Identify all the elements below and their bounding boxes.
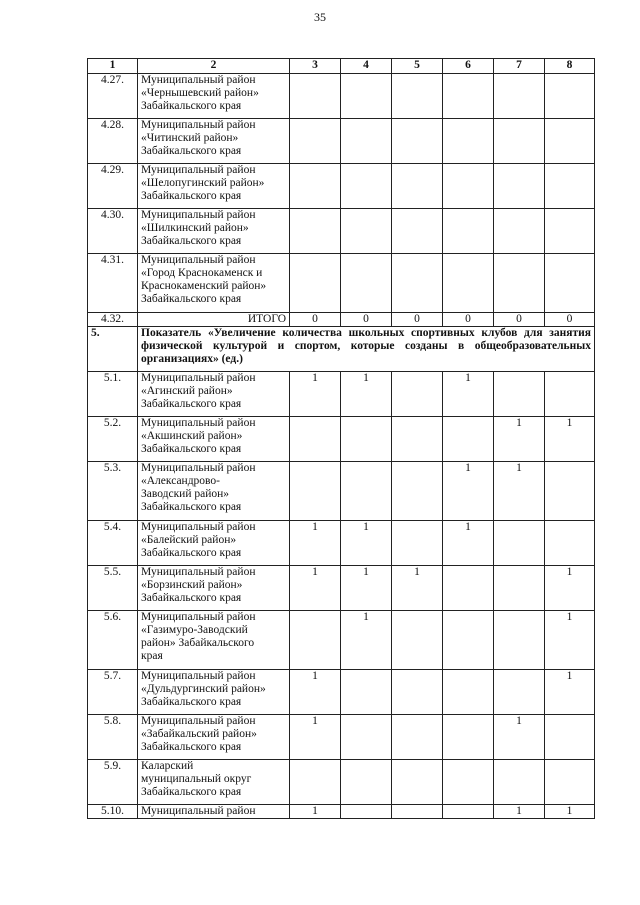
municipality-name: Муниципальный район «Забайкальский район» Забайкальского края xyxy=(138,715,290,760)
value-cell xyxy=(341,164,392,209)
value-cell xyxy=(392,209,443,254)
section-row xyxy=(88,327,595,372)
municipality-name: Муниципальный район «Александрово- Заводский район» Забайкальского края xyxy=(138,462,290,521)
row-number: 4.30. xyxy=(88,209,138,254)
row-number: 5.1. xyxy=(88,372,138,417)
value-cell xyxy=(545,119,595,164)
municipality-name: Муниципальный район «Чернышевский район» Забайкальского края xyxy=(138,74,290,119)
municipality-name: Муниципальный район «Газимуро-Заводский район» Забайкальского края xyxy=(138,611,290,670)
value-cell xyxy=(443,74,494,119)
value-cell xyxy=(341,209,392,254)
row-number: 5.5. xyxy=(88,566,138,611)
row-number: 5.9. xyxy=(88,760,138,805)
municipality-name: Муниципальный район «Город Краснокаменск и Краснокаменский район» Забайкальского края xyxy=(138,254,290,313)
municipality-name: Муниципальный район «Читинский район» Забайкальского края xyxy=(138,119,290,164)
value-cell: 1 xyxy=(290,521,341,566)
municipality-name: Муниципальный район «Шилкинский район» Забайкальского края xyxy=(138,209,290,254)
header-row xyxy=(88,59,595,74)
value-cell xyxy=(290,254,341,313)
value-cell xyxy=(545,760,595,805)
value-cell: 1 xyxy=(341,566,392,611)
value-cell xyxy=(494,209,545,254)
row-number: 4.27. xyxy=(88,74,138,119)
row-number: 5.10. xyxy=(88,805,138,819)
value-cell: 1 xyxy=(290,715,341,760)
value-cell xyxy=(443,805,494,819)
value-cell: 1 xyxy=(290,805,341,819)
value-cell xyxy=(392,670,443,715)
value-cell: 1 xyxy=(494,417,545,462)
value-cell: 1 xyxy=(494,805,545,819)
value-cell: 1 xyxy=(494,715,545,760)
table-row xyxy=(88,760,595,805)
value-cell xyxy=(545,715,595,760)
total-row xyxy=(88,313,595,327)
value-cell: 1 xyxy=(494,462,545,521)
value-cell xyxy=(443,209,494,254)
value-cell xyxy=(494,760,545,805)
table-row xyxy=(88,521,595,566)
value-cell xyxy=(443,254,494,313)
value-cell: 1 xyxy=(290,566,341,611)
page-number: 35 xyxy=(314,10,326,24)
value-cell: 1 xyxy=(443,462,494,521)
total-value: 0 xyxy=(545,313,595,327)
value-cell xyxy=(392,462,443,521)
value-cell: 1 xyxy=(443,521,494,566)
row-number: 4.28. xyxy=(88,119,138,164)
value-cell xyxy=(290,462,341,521)
section-title: Показатель «Увеличение количества школьных спортивных клубов для занятия физической культурой и спортом, которые созданы в общеобразовательных организациях» (ед.) xyxy=(138,327,595,372)
value-cell xyxy=(443,119,494,164)
value-cell: 1 xyxy=(545,805,595,819)
value-cell xyxy=(392,521,443,566)
value-cell xyxy=(494,611,545,670)
municipality-name: Муниципальный район xyxy=(138,805,290,819)
value-cell xyxy=(290,74,341,119)
value-cell xyxy=(341,760,392,805)
value-cell xyxy=(443,611,494,670)
value-cell: 1 xyxy=(443,372,494,417)
table-row xyxy=(88,74,595,119)
column-header: 6 xyxy=(443,59,494,74)
table-row xyxy=(88,254,595,313)
value-cell xyxy=(545,209,595,254)
value-cell xyxy=(392,611,443,670)
municipality-name: Муниципальный район «Акшинский район» Забайкальского края xyxy=(138,417,290,462)
value-cell: 1 xyxy=(290,372,341,417)
value-cell: 1 xyxy=(341,521,392,566)
row-number: 5.7. xyxy=(88,670,138,715)
table-row xyxy=(88,566,595,611)
value-cell xyxy=(443,566,494,611)
value-cell: 1 xyxy=(545,566,595,611)
value-cell xyxy=(545,254,595,313)
value-cell xyxy=(341,715,392,760)
row-number: 5.6. xyxy=(88,611,138,670)
table-body xyxy=(88,59,595,819)
value-cell xyxy=(494,566,545,611)
value-cell xyxy=(290,760,341,805)
municipality-name: Муниципальный район «Агинский район» Забайкальского края xyxy=(138,372,290,417)
value-cell xyxy=(392,372,443,417)
row-number: 5.2. xyxy=(88,417,138,462)
value-cell xyxy=(290,417,341,462)
value-cell: 1 xyxy=(341,372,392,417)
value-cell xyxy=(494,119,545,164)
value-cell xyxy=(443,164,494,209)
value-cell xyxy=(290,611,341,670)
value-cell xyxy=(392,417,443,462)
column-header: 8 xyxy=(545,59,595,74)
value-cell: 1 xyxy=(392,566,443,611)
value-cell: 1 xyxy=(545,611,595,670)
municipality-name: Муниципальный район «Шелопугинский район» Забайкальского края xyxy=(138,164,290,209)
value-cell xyxy=(494,74,545,119)
row-number: 5.3. xyxy=(88,462,138,521)
table-row xyxy=(88,417,595,462)
value-cell xyxy=(341,805,392,819)
section-number: 5. xyxy=(88,327,138,372)
value-cell: 1 xyxy=(545,417,595,462)
column-header: 4 xyxy=(341,59,392,74)
value-cell: 1 xyxy=(341,611,392,670)
row-number: 4.31. xyxy=(88,254,138,313)
column-header: 3 xyxy=(290,59,341,74)
municipality-name: Каларский муниципальный округ Забайкальского края xyxy=(138,760,290,805)
column-header: 7 xyxy=(494,59,545,74)
municipality-name: Муниципальный район «Балейский район» Забайкальского края xyxy=(138,521,290,566)
table-row xyxy=(88,805,595,819)
value-cell xyxy=(443,670,494,715)
value-cell xyxy=(494,521,545,566)
value-cell: 1 xyxy=(290,670,341,715)
column-header: 2 xyxy=(138,59,290,74)
value-cell xyxy=(494,254,545,313)
value-cell xyxy=(290,164,341,209)
row-number: 4.29. xyxy=(88,164,138,209)
table-row xyxy=(88,670,595,715)
value-cell xyxy=(494,670,545,715)
value-cell xyxy=(341,417,392,462)
value-cell xyxy=(341,254,392,313)
value-cell xyxy=(443,715,494,760)
value-cell xyxy=(545,521,595,566)
table-row xyxy=(88,209,595,254)
row-number: 5.8. xyxy=(88,715,138,760)
column-header: 5 xyxy=(392,59,443,74)
value-cell xyxy=(392,164,443,209)
table-row xyxy=(88,164,595,209)
municipality-name: Муниципальный район «Борзинский район» Забайкальского края xyxy=(138,566,290,611)
value-cell xyxy=(341,119,392,164)
value-cell xyxy=(443,760,494,805)
value-cell xyxy=(545,372,595,417)
value-cell xyxy=(443,417,494,462)
value-cell xyxy=(392,74,443,119)
municipality-name: Муниципальный район «Дульдургинский район» Забайкальского края xyxy=(138,670,290,715)
table-row xyxy=(88,119,595,164)
value-cell xyxy=(545,462,595,521)
value-cell xyxy=(392,760,443,805)
total-value: 0 xyxy=(341,313,392,327)
total-value: 0 xyxy=(290,313,341,327)
column-header: 1 xyxy=(88,59,138,74)
row-number: 5.4. xyxy=(88,521,138,566)
total-value: 0 xyxy=(494,313,545,327)
value-cell xyxy=(392,254,443,313)
value-cell xyxy=(341,74,392,119)
indicator-table xyxy=(87,58,595,819)
value-cell xyxy=(545,74,595,119)
value-cell xyxy=(341,670,392,715)
value-cell xyxy=(494,164,545,209)
total-label: ИТОГО xyxy=(138,313,290,327)
table-row xyxy=(88,462,595,521)
value-cell xyxy=(290,119,341,164)
total-value: 0 xyxy=(443,313,494,327)
value-cell xyxy=(494,372,545,417)
row-number: 4.32. xyxy=(88,313,138,327)
table-row xyxy=(88,715,595,760)
table-row xyxy=(88,611,595,670)
total-value: 0 xyxy=(392,313,443,327)
value-cell xyxy=(392,119,443,164)
value-cell xyxy=(392,715,443,760)
value-cell xyxy=(341,462,392,521)
table-row xyxy=(88,372,595,417)
value-cell: 1 xyxy=(545,670,595,715)
value-cell xyxy=(545,164,595,209)
value-cell xyxy=(392,805,443,819)
value-cell xyxy=(290,209,341,254)
